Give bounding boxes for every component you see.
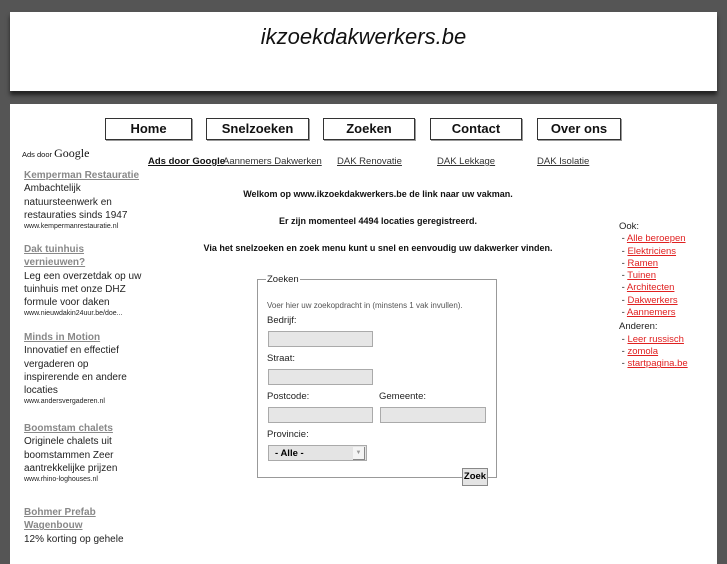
ad-url[interactable]: www.andersvergaderen.nl <box>24 398 105 406</box>
gemeente-label: Gemeente: <box>379 391 426 402</box>
link-leer-russisch[interactable]: Leer russisch <box>627 333 684 345</box>
ad-title[interactable]: Kemperman Restauratie <box>24 170 140 181</box>
ad-title[interactable]: Dak tuinhuis vernieuwen? <box>24 244 86 269</box>
ad-url[interactable]: www.kempermanrestauratie.nl <box>24 223 119 231</box>
search-help-text: Via het snelzoeken en zoek menu kunt u snel en eenvoudig uw dakwerker vinden. <box>203 243 553 253</box>
ad-text: Innovatief en effectief vergaderen op inspirerende en andere locaties <box>24 345 127 397</box>
nav-snelzoeken[interactable]: Snelzoeken <box>206 118 309 140</box>
straat-label: Straat: <box>267 353 295 364</box>
link-ramen[interactable]: Ramen <box>627 257 659 269</box>
ads-by-google-label <box>22 146 89 161</box>
link-aannemers[interactable]: Aannemers <box>626 307 676 319</box>
ad-text: 12% korting op gehele <box>24 533 124 545</box>
postcode-input[interactable] <box>268 407 373 423</box>
nav-home[interactable]: Home <box>105 118 192 140</box>
ad-title[interactable]: Boomstam chalets <box>24 423 113 434</box>
header <box>10 12 717 91</box>
ad-item <box>24 243 142 319</box>
bedrijf-label: Bedrijf: <box>267 315 297 326</box>
ad-link-isolatie[interactable]: DAK Isolatie <box>537 156 590 167</box>
ad-link-aannemers[interactable]: Aannemers Dakwerken <box>223 156 322 167</box>
provincie-select[interactable] <box>268 445 367 461</box>
locations-count-text: Er zijn momenteel 4494 locaties geregistreerd. <box>278 216 478 226</box>
ad-text: Ambachtelijk natuursteenwerk en restauraties sinds 1947 <box>24 183 128 221</box>
link-alle-beroepen[interactable]: Alle beroepen <box>626 233 686 245</box>
ad-link-lekkage[interactable]: DAK Lekkage <box>437 156 496 167</box>
postcode-label: Postcode: <box>267 391 310 402</box>
anderen-label: Anderen: <box>619 321 658 333</box>
provincie-label: Provincie: <box>267 429 309 440</box>
link-architecten[interactable]: Architecten <box>626 282 675 294</box>
ad-item <box>24 422 142 485</box>
google-logo: Google <box>54 146 90 160</box>
ook-label: Ook: <box>619 221 640 232</box>
ad-link-ads-google[interactable]: Ads door Google <box>148 156 226 167</box>
chevron-down-icon: ▼ <box>353 447 365 460</box>
provincie-value: - Alle - <box>275 448 304 459</box>
ook-section: Ook: - Alle beroepen - Elektriciens - Ramen - Tuinen - Architecten - Dakwerkers - Aannemers Anderen: - Leer russisch - zomola - startpagina.be <box>619 221 688 370</box>
ad-title[interactable]: Minds in Motion <box>24 332 101 343</box>
nav-contact[interactable]: Contact <box>430 118 522 140</box>
ad-url[interactable]: www.nieuwdakin24uur.be/doe... <box>24 310 123 318</box>
nav-zoeken[interactable]: Zoeken <box>323 118 415 140</box>
ad-item <box>24 506 142 546</box>
link-elektriciens[interactable]: Elektriciens <box>627 245 677 257</box>
ad-link-renovatie[interactable]: DAK Renovatie <box>337 156 402 167</box>
ads-label: Ads door <box>22 150 53 159</box>
welcome-text: Welkom op www.ikzoekdakwerkers.be de link naar uw vakman. <box>243 189 513 199</box>
zoek-button[interactable]: Zoek <box>462 468 488 486</box>
search-hint: Voer hier uw zoekopdracht in (minstens 1 vak invullen). <box>267 301 463 310</box>
nav-over-ons[interactable]: Over ons <box>537 118 621 140</box>
link-zomola[interactable]: zomola <box>627 345 659 357</box>
ad-url[interactable]: www.rhino-loghouses.nl <box>24 476 98 484</box>
link-dakwerkers[interactable]: Dakwerkers <box>627 294 678 306</box>
main-panel <box>10 104 717 564</box>
straat-input[interactable] <box>268 369 373 385</box>
gemeente-input[interactable] <box>380 407 486 423</box>
search-form <box>257 274 497 482</box>
ad-item <box>24 169 142 232</box>
ad-item <box>24 331 142 407</box>
ad-text: Leg een overzetdak op uw tuinhuis met onze DHZ formule voor daken <box>24 270 142 309</box>
site-title: ikzoekdakwerkers.be <box>260 24 467 49</box>
bedrijf-input[interactable] <box>268 331 373 347</box>
ad-title[interactable]: Bohmer Prefab Wagenbouw <box>24 507 96 532</box>
link-startpagina[interactable]: startpagina.be <box>627 358 688 370</box>
link-tuinen[interactable]: Tuinen <box>627 270 656 282</box>
search-legend: Zoeken <box>267 274 299 285</box>
ad-text: Originele chalets uit boomstammen Zeer aantrekkelijke prijzen <box>24 436 118 474</box>
